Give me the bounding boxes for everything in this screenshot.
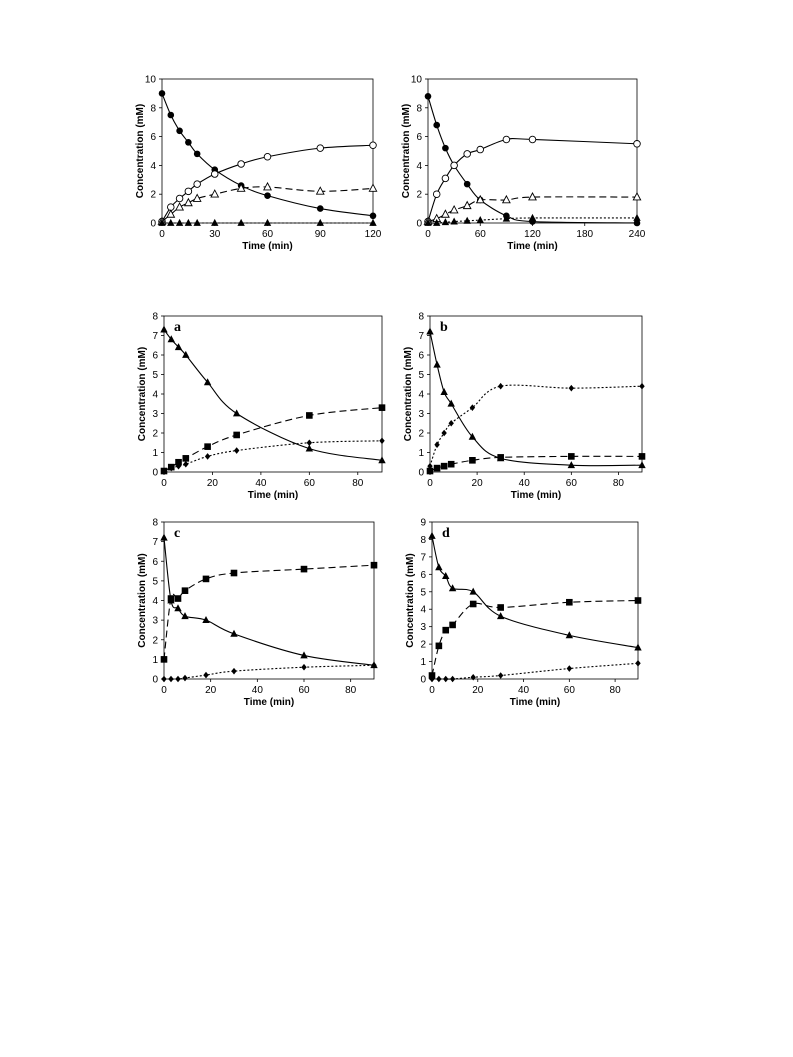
plot-frame — [164, 522, 374, 679]
x-axis-label: Time (min) — [242, 241, 293, 252]
x-tick-label: 0 — [161, 478, 167, 489]
data-point — [498, 383, 503, 390]
y-tick-label: 6 — [150, 132, 156, 144]
series-line — [164, 330, 382, 461]
data-point — [211, 171, 218, 178]
plot-frame — [428, 79, 637, 223]
data-point — [231, 668, 236, 675]
data-point — [477, 146, 484, 153]
data-point — [426, 328, 433, 335]
data-point — [185, 188, 192, 195]
x-tick-label: 0 — [429, 685, 435, 696]
data-point — [529, 136, 536, 143]
data-point — [433, 191, 440, 198]
x-tick-label: 120 — [524, 229, 541, 240]
panel-letter: b — [440, 320, 448, 335]
data-point — [203, 672, 208, 679]
data-point — [436, 676, 441, 683]
data-point — [379, 438, 384, 445]
data-point — [231, 570, 238, 577]
data-point — [211, 190, 218, 197]
y-tick-label: 6 — [420, 569, 426, 581]
x-tick-label: 60 — [474, 229, 486, 240]
y-tick-label: 0 — [152, 467, 158, 479]
data-point — [497, 612, 504, 619]
y-tick-label: 0 — [416, 218, 422, 230]
data-point — [433, 122, 440, 129]
data-point — [463, 202, 470, 209]
data-point — [317, 205, 324, 212]
data-point — [161, 656, 168, 663]
x-tick-label: 180 — [576, 229, 594, 240]
data-point — [181, 612, 188, 619]
data-point — [433, 361, 440, 368]
series-line — [164, 408, 382, 471]
data-point — [442, 145, 449, 152]
x-tick-label: 120 — [364, 229, 382, 240]
data-point — [160, 326, 167, 333]
y-tick-label: 0 — [150, 218, 156, 230]
y-tick-label: 1 — [152, 448, 158, 459]
data-point — [161, 676, 166, 683]
y-tick-label: 0 — [152, 674, 158, 686]
data-point — [568, 453, 575, 460]
data-point — [168, 676, 173, 683]
panel-letter: d — [442, 526, 450, 541]
data-point — [203, 576, 210, 583]
data-point — [379, 404, 386, 411]
data-point — [193, 219, 200, 226]
y-tick-label: 8 — [420, 534, 426, 546]
data-point — [369, 184, 376, 191]
data-point — [464, 181, 471, 188]
data-point — [471, 674, 476, 681]
x-tick-label: 40 — [518, 478, 530, 489]
y-tick-label: 8 — [152, 517, 158, 529]
x-tick-label: 80 — [352, 478, 364, 489]
data-point — [182, 675, 187, 682]
y-tick-label: 2 — [418, 428, 424, 440]
y-tick-label: 0 — [418, 467, 424, 479]
y-tick-label: 1 — [152, 654, 158, 666]
y-axis-label: Concentration (mM) — [135, 103, 146, 199]
y-tick-label: 5 — [152, 370, 158, 381]
data-point — [442, 627, 449, 634]
y-tick-label: 6 — [416, 132, 422, 144]
data-point — [435, 563, 442, 570]
y-tick-label: 3 — [420, 622, 426, 634]
data-point — [194, 151, 201, 158]
data-point — [442, 175, 449, 182]
x-tick-label: 60 — [303, 478, 315, 489]
y-tick-label: 4 — [418, 389, 424, 401]
data-point — [183, 455, 190, 462]
y-tick-label: 1 — [418, 448, 424, 459]
data-point — [633, 193, 640, 200]
data-point — [185, 139, 192, 146]
chart-panel-a — [137, 312, 386, 502]
data-point — [450, 206, 457, 213]
panel-letter: c — [174, 526, 181, 541]
data-point — [167, 112, 174, 119]
data-point — [451, 162, 458, 169]
panel-letter: a — [174, 320, 181, 335]
data-point — [464, 151, 471, 158]
y-tick-label: 6 — [418, 350, 424, 362]
chart-time-course-2 — [401, 75, 646, 253]
data-point — [503, 196, 510, 203]
y-tick-label: 3 — [152, 615, 158, 627]
data-point — [371, 562, 378, 569]
y-tick-label: 5 — [418, 370, 424, 381]
y-tick-label: 8 — [150, 103, 156, 115]
data-point — [204, 443, 211, 450]
series-line — [430, 332, 642, 466]
data-point — [182, 587, 189, 594]
y-tick-label: 4 — [152, 389, 158, 401]
data-point — [264, 219, 271, 226]
y-tick-label: 2 — [152, 635, 158, 647]
data-point — [175, 676, 180, 683]
y-axis-label: Concentration (mM) — [137, 553, 148, 648]
x-tick-label: 60 — [298, 685, 310, 696]
data-point — [211, 219, 218, 226]
chart-panel-d — [405, 518, 642, 709]
data-point — [370, 213, 377, 220]
x-tick-label: 40 — [517, 685, 530, 696]
data-point — [639, 453, 646, 460]
data-point — [205, 453, 210, 460]
y-tick-label: 7 — [420, 552, 426, 564]
data-point — [160, 534, 167, 541]
series-line — [432, 663, 638, 679]
x-tick-label: 240 — [628, 229, 646, 240]
y-axis-label: Concentration (mM) — [403, 346, 414, 442]
data-point — [176, 203, 183, 210]
x-axis-label: Time (min) — [509, 697, 561, 708]
x-tick-label: 80 — [612, 478, 625, 489]
y-tick-label: 6 — [152, 350, 158, 362]
plot-frame — [164, 316, 382, 472]
y-tick-label: 4 — [150, 160, 156, 172]
y-tick-label: 10 — [410, 74, 422, 86]
data-point — [428, 532, 435, 539]
data-point — [237, 219, 244, 226]
data-point — [307, 439, 312, 446]
data-point — [529, 214, 536, 221]
data-point — [185, 199, 192, 206]
chart-time-course-1 — [135, 75, 382, 253]
data-point — [301, 664, 306, 671]
data-point — [159, 90, 166, 97]
data-point — [317, 219, 324, 226]
y-tick-label: 8 — [418, 311, 424, 323]
data-point — [470, 601, 477, 608]
y-tick-label: 5 — [420, 587, 426, 599]
data-point — [441, 463, 448, 470]
y-axis-label: Concentration (mM) — [401, 103, 412, 199]
data-point — [233, 409, 240, 416]
data-point — [301, 566, 308, 573]
data-point — [370, 142, 377, 149]
series-line — [432, 601, 638, 676]
x-axis-label: Time (min) — [247, 490, 299, 501]
data-point — [183, 461, 188, 468]
series-line — [432, 536, 638, 648]
data-point — [434, 441, 439, 448]
data-point — [168, 595, 175, 602]
y-tick-label: 2 — [150, 189, 156, 201]
data-point — [369, 219, 376, 226]
x-tick-label: 60 — [261, 229, 274, 240]
data-point — [185, 219, 192, 226]
y-tick-label: 7 — [152, 331, 158, 342]
data-point — [566, 599, 573, 606]
y-tick-label: 1 — [420, 657, 426, 669]
series-line — [164, 538, 374, 666]
data-point — [450, 676, 455, 683]
data-point — [176, 195, 183, 202]
data-point — [175, 595, 182, 602]
y-tick-label: 10 — [144, 74, 156, 86]
data-point — [638, 461, 645, 468]
data-point — [449, 622, 456, 629]
chart-panel-c — [137, 518, 378, 709]
y-tick-label: 7 — [418, 331, 424, 342]
data-point — [529, 193, 536, 200]
y-tick-label: 4 — [420, 604, 426, 616]
data-point — [448, 461, 455, 468]
data-point — [633, 214, 640, 221]
data-point — [440, 388, 447, 395]
series-line — [428, 139, 637, 222]
data-point — [635, 660, 640, 667]
data-point — [477, 216, 484, 223]
data-point — [567, 665, 572, 672]
data-point — [442, 210, 449, 217]
y-tick-label: 6 — [152, 556, 158, 568]
data-point — [569, 385, 574, 392]
data-point — [194, 181, 201, 188]
x-tick-label: 0 — [427, 478, 433, 489]
data-point — [634, 141, 641, 148]
x-tick-label: 80 — [345, 685, 357, 696]
x-tick-label: 20 — [206, 478, 219, 489]
y-tick-label: 5 — [152, 576, 158, 588]
data-point — [639, 383, 644, 390]
data-point — [167, 219, 174, 226]
x-tick-label: 40 — [255, 478, 267, 489]
y-tick-label: 0 — [420, 674, 426, 686]
chart-panel-b — [403, 312, 646, 502]
x-axis-label: Time (min) — [510, 490, 562, 501]
y-tick-label: 3 — [418, 409, 424, 420]
x-tick-label: 90 — [314, 229, 326, 240]
x-axis-label: Time (min) — [507, 241, 558, 252]
x-tick-label: 20 — [472, 685, 484, 696]
series-line — [164, 665, 374, 679]
x-tick-label: 20 — [471, 478, 483, 489]
data-point — [497, 454, 504, 461]
x-tick-label: 60 — [563, 685, 575, 696]
plot-frame — [430, 316, 642, 472]
data-point — [434, 465, 441, 472]
x-tick-label: 0 — [425, 229, 431, 240]
y-tick-label: 7 — [152, 537, 158, 549]
data-point — [176, 219, 183, 226]
y-tick-label: 2 — [152, 428, 158, 440]
y-tick-label: 8 — [416, 103, 422, 115]
y-tick-label: 3 — [152, 409, 158, 420]
y-tick-label: 9 — [420, 517, 426, 529]
y-axis-label: Concentration (mM) — [137, 346, 148, 442]
data-point — [317, 145, 324, 152]
data-point — [176, 128, 183, 135]
data-point — [238, 161, 245, 168]
data-point — [233, 432, 240, 439]
data-point — [498, 672, 503, 679]
y-tick-label: 4 — [416, 160, 422, 172]
data-point — [436, 643, 443, 650]
plot-frame — [432, 522, 638, 679]
data-point — [264, 153, 271, 160]
x-tick-label: 60 — [565, 478, 577, 489]
data-point — [469, 457, 476, 464]
x-tick-label: 0 — [159, 229, 165, 240]
y-axis-label: Concentration (mM) — [405, 553, 416, 648]
x-tick-label: 30 — [209, 229, 221, 240]
data-point — [443, 676, 448, 683]
x-tick-label: 0 — [161, 685, 167, 696]
y-tick-label: 2 — [416, 189, 422, 201]
data-point — [317, 187, 324, 194]
data-point — [306, 412, 313, 419]
x-tick-label: 80 — [609, 685, 621, 696]
data-point — [635, 597, 642, 604]
y-tick-label: 8 — [152, 311, 158, 323]
series-line — [430, 385, 642, 466]
x-axis-label: Time (min) — [243, 697, 295, 708]
x-tick-label: 40 — [251, 685, 263, 696]
series-line — [162, 187, 373, 222]
x-tick-label: 20 — [205, 685, 217, 696]
y-tick-label: 4 — [152, 596, 158, 607]
data-point — [234, 447, 239, 454]
data-point — [497, 604, 504, 611]
data-point — [264, 192, 271, 199]
data-point — [503, 136, 510, 143]
data-point — [425, 93, 432, 100]
y-tick-label: 2 — [420, 639, 426, 651]
